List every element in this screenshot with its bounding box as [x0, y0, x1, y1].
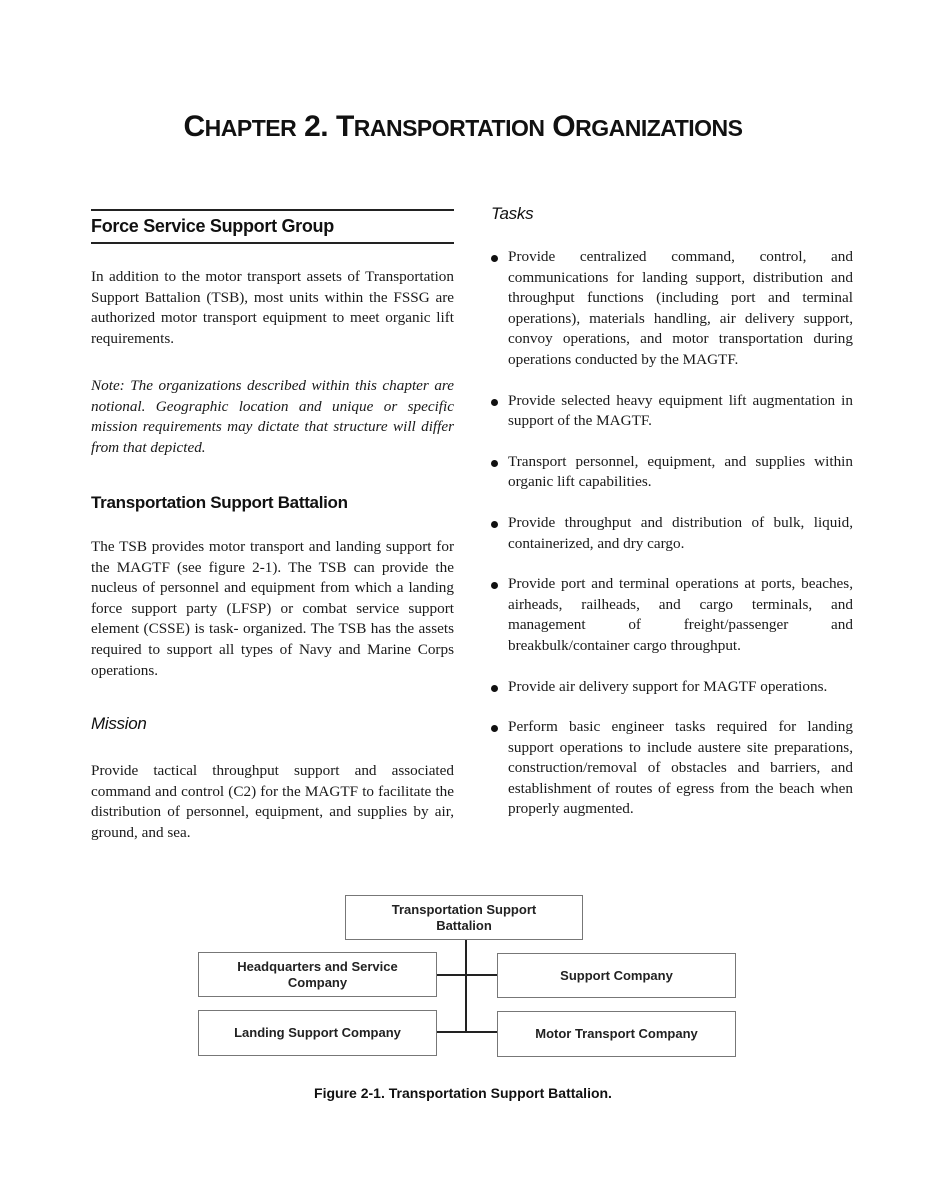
bullet-icon — [491, 521, 498, 528]
tasks-list-container — [489, 247, 853, 820]
bullet-icon — [491, 582, 498, 589]
bullet-icon — [491, 725, 498, 732]
org-box-hq-company — [198, 952, 437, 997]
task-text: Provide throughput and distribution of bulk, liquid, containerized, and dry cargo. — [508, 513, 853, 552]
task-item — [489, 574, 853, 656]
connector-lower — [436, 1031, 498, 1033]
org-box-label: Motor Transport Company — [535, 1026, 698, 1041]
mission-paragraph — [91, 761, 454, 843]
mission-text: Provide tactical throughput support and associated command and control (C2) for the MAGTF to facilitate the distribution of personnel, equipment, and supplies by air, ground, and sea. — [91, 762, 454, 841]
task-text: Provide centralized command, control, and communications for landing support, distribution and throughput functions (including port and terminal operations), materials handling, air delivery support, convoy operations, and motor transportation during operations conducted by the MAGTF. — [508, 248, 853, 368]
note-text: Note: The organizations described within this chapter are notional. Geographic location and unique or specific mission requirements may dictate that structure will differ from that depicted. — [91, 377, 454, 456]
bullet-icon — [491, 399, 498, 406]
title-part: HAPTER — [204, 115, 297, 141]
intro-paragraph — [91, 267, 454, 349]
task-item — [489, 391, 853, 432]
task-text: Provide air delivery support for MAGTF operations. — [508, 677, 828, 695]
org-box-landing-support-company — [198, 1010, 437, 1056]
tasks-heading: Tasks — [491, 204, 534, 223]
org-box-label: Landing Support Company — [234, 1025, 401, 1040]
task-text: Provide selected heavy equipment lift augmentation in support of the MAGTF. — [508, 391, 853, 430]
title-part: 2. — [296, 110, 336, 143]
note-paragraph — [91, 376, 454, 458]
chapter-title — [0, 110, 926, 144]
org-box-motor-transport-company — [497, 1011, 736, 1057]
task-text: Provide port and terminal operations at ports, beaches, airheads, railheads, and cargo terminals, and management of freight/passenger and breakbulk/container cargo throughput. — [508, 575, 853, 654]
title-part: RGANIZATIONS — [575, 115, 743, 141]
bullet-icon — [491, 255, 498, 262]
section-heading-fssg: Force Service Support Group — [91, 216, 334, 236]
task-item — [489, 513, 853, 554]
task-text: Perform basic engineer tasks required for landing support operations to include austere site preparations, construction/removal of obstacles and barriers, and establishment of routes of egress from the beach when properly augmented. — [508, 718, 853, 818]
title-part: O — [544, 110, 576, 143]
task-item — [489, 717, 853, 820]
task-text: Transport personnel, equipment, and supplies within organic lift capabilities. — [508, 452, 853, 491]
org-box-support-company — [497, 953, 736, 998]
tasks-list — [489, 247, 853, 820]
title-part: C — [183, 110, 205, 143]
figure-caption: Figure 2-1. Transportation Support Battalion. — [314, 1085, 612, 1101]
org-box-label: Transportation Support Battalion — [391, 901, 537, 933]
org-box-label: Support Company — [560, 967, 673, 983]
section-rule-top — [91, 209, 454, 211]
bullet-icon — [491, 460, 498, 467]
title-part: RANSPORTATION — [353, 115, 545, 141]
connector-vertical — [465, 940, 467, 1033]
bullet-icon — [491, 685, 498, 692]
tsb-paragraph — [91, 537, 454, 681]
mission-heading: Mission — [91, 714, 147, 733]
connector-upper — [436, 974, 498, 976]
subsection-heading-tsb: Transportation Support Battalion — [91, 493, 348, 512]
section-rule-bottom — [91, 242, 454, 244]
title-part: T — [335, 110, 354, 143]
org-box-root — [345, 895, 583, 940]
org-box-label: Headquarters and Service Company — [237, 958, 398, 990]
task-item — [489, 452, 853, 493]
tsb-text: The TSB provides motor transport and landing support for the MAGTF (see figure 2-1). The TSB can provide the nucleus of personnel and equipment from which a landing force support party (LFSP) or combat service support element (CSSE) is task- organized. The TSB has the assets required to support all types of Navy and Marine Corps operations. — [91, 538, 454, 679]
task-item — [489, 247, 853, 371]
intro-text: In addition to the motor transport assets of Transportation Support Battalion (TSB), most units within the FSSG are authorized motor transport equipment to meet organic lift requirements. — [91, 268, 454, 347]
task-item — [489, 677, 853, 698]
